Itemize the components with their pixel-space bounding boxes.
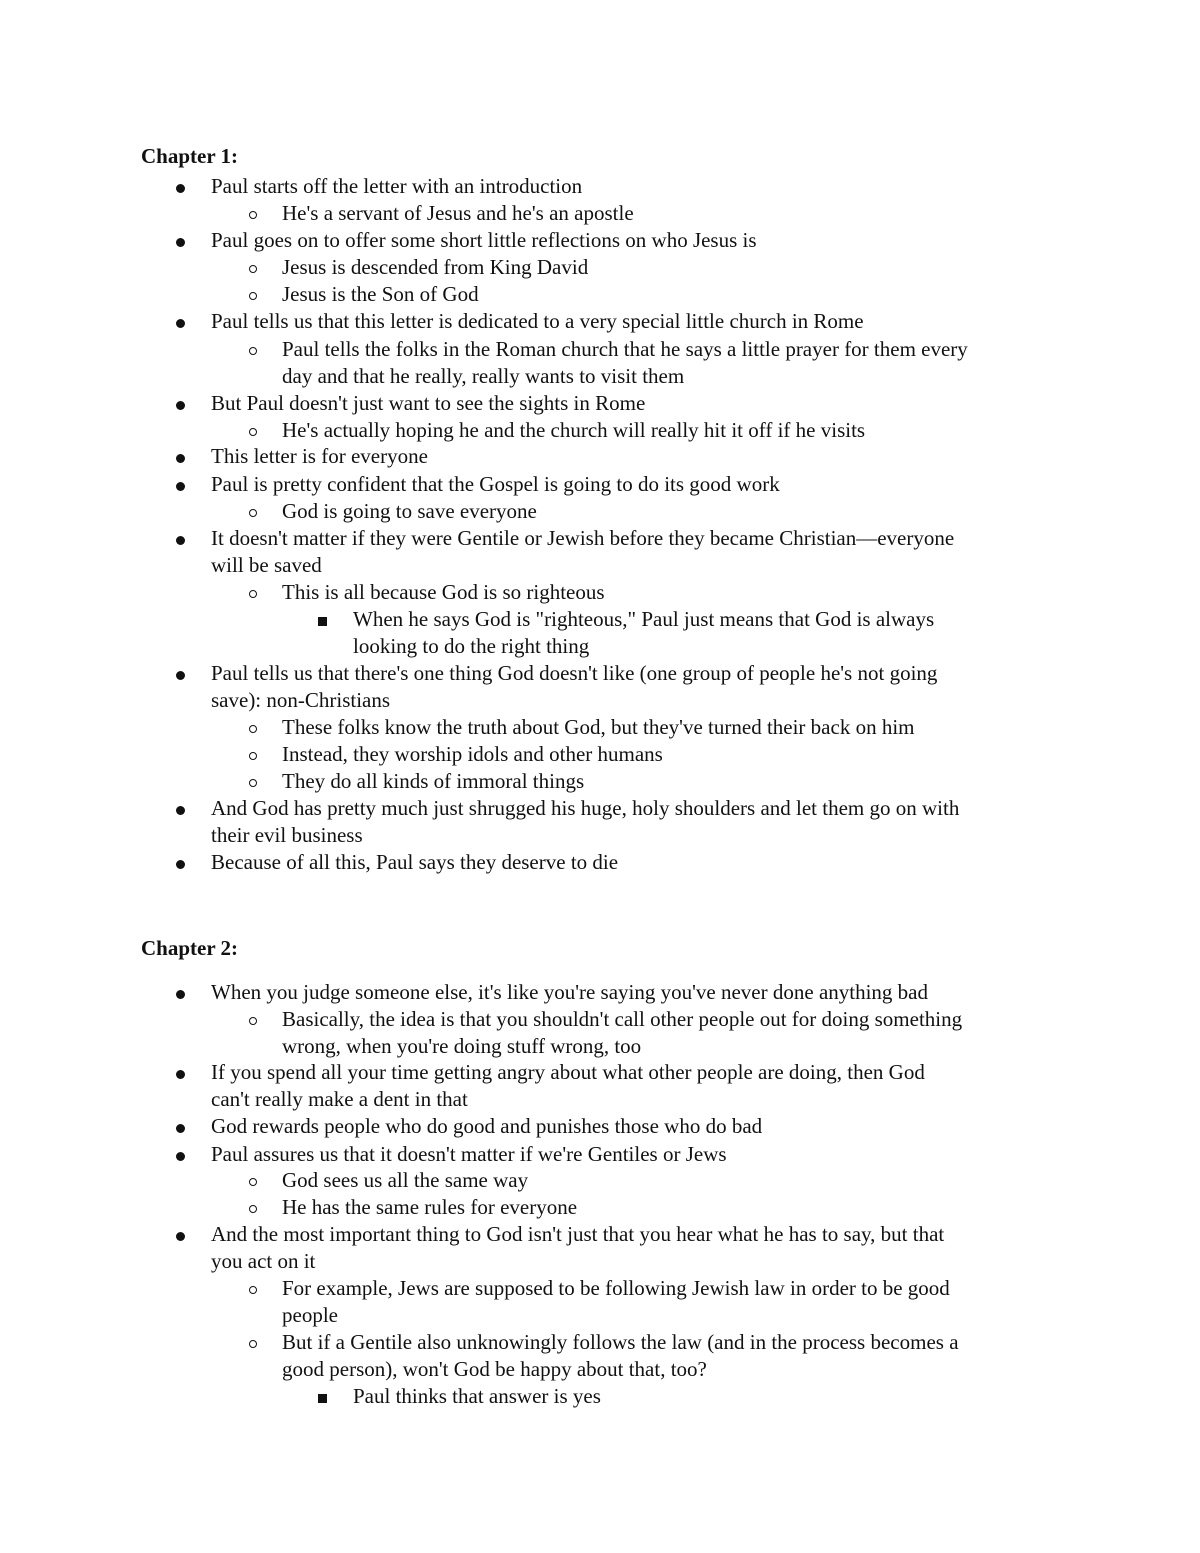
list-item: Basically, the idea is that you shouldn't call other people out for doing something — [282, 1007, 963, 1031]
list-item-continuation: people — [282, 1303, 338, 1327]
list-item: God is going to save everyone — [282, 499, 537, 523]
square-bullet-icon — [318, 1383, 327, 1410]
disc-bullet-icon — [176, 471, 185, 498]
disc-bullet-icon — [176, 660, 185, 687]
list-item: These folks know the truth about God, but they've turned their back on him — [282, 715, 915, 739]
circle-bullet-icon — [249, 768, 257, 795]
list-item-continuation: wrong, when you're doing stuff wrong, too — [282, 1034, 642, 1058]
disc-bullet-icon — [176, 1059, 185, 1086]
disc-bullet-icon — [176, 1141, 185, 1168]
circle-bullet-icon — [249, 1006, 257, 1033]
list-item: Paul is pretty confident that the Gospel is going to do its good work — [211, 472, 780, 496]
list-item: Jesus is the Son of God — [282, 282, 479, 306]
list-item: Paul tells us that this letter is dedicated to a very special little church in Rome — [211, 309, 864, 333]
circle-bullet-icon — [249, 281, 257, 308]
circle-bullet-icon — [249, 254, 257, 281]
list-item-continuation: day and that he really, really wants to visit them — [282, 364, 685, 388]
list-item: For example, Jews are supposed to be following Jewish law in order to be good — [282, 1276, 950, 1300]
list-item: And God has pretty much just shrugged his huge, holy shoulders and let them go on with — [211, 796, 960, 820]
list-item: He's actually hoping he and the church will really hit it off if he visits — [282, 418, 866, 442]
list-item-continuation: good person), won't God be happy about that, too? — [282, 1357, 707, 1381]
chapter-2-heading: Chapter 2: — [141, 936, 239, 960]
list-item-continuation: save): non-Christians — [211, 688, 391, 712]
list-item: It doesn't matter if they were Gentile or Jewish before they became Christian—everyone — [211, 526, 955, 550]
list-item-continuation: their evil business — [211, 823, 363, 847]
list-item: God rewards people who do good and punishes those who do bad — [211, 1114, 763, 1138]
circle-bullet-icon — [249, 579, 257, 606]
circle-bullet-icon — [249, 1167, 257, 1194]
disc-bullet-icon — [176, 849, 185, 876]
circle-bullet-icon — [249, 336, 257, 363]
circle-bullet-icon — [249, 741, 257, 768]
circle-bullet-icon — [249, 1194, 257, 1221]
list-item: Instead, they worship idols and other humans — [282, 742, 663, 766]
list-item: Paul tells us that there's one thing God doesn't like (one group of people he's not going — [211, 661, 938, 685]
list-item: He has the same rules for everyone — [282, 1195, 578, 1219]
circle-bullet-icon — [249, 714, 257, 741]
disc-bullet-icon — [176, 1221, 185, 1248]
list-item-continuation: looking to do the right thing — [353, 634, 590, 658]
list-item: But if a Gentile also unknowingly follows the law (and in the process becomes a — [282, 1330, 959, 1354]
list-item-continuation: you act on it — [211, 1249, 316, 1273]
circle-bullet-icon — [249, 1329, 257, 1356]
disc-bullet-icon — [176, 979, 185, 1006]
square-bullet-icon — [318, 606, 327, 633]
list-item: Jesus is descended from King David — [282, 255, 589, 279]
list-item: Because of all this, Paul says they deserve to die — [211, 850, 619, 874]
circle-bullet-icon — [249, 200, 257, 227]
list-item: Paul tells the folks in the Roman church that he says a little prayer for them every — [282, 337, 968, 361]
chapter-1-heading: Chapter 1: — [141, 144, 239, 168]
circle-bullet-icon — [249, 417, 257, 444]
list-item: This letter is for everyone — [211, 444, 428, 468]
circle-bullet-icon — [249, 1275, 257, 1302]
disc-bullet-icon — [176, 795, 185, 822]
disc-bullet-icon — [176, 173, 185, 200]
list-item: God sees us all the same way — [282, 1168, 529, 1192]
disc-bullet-icon — [176, 308, 185, 335]
list-item: This is all because God is so righteous — [282, 580, 605, 604]
list-item: Paul starts off the letter with an introduction — [211, 174, 583, 198]
list-item: Paul goes on to offer some short little reflections on who Jesus is — [211, 228, 757, 252]
list-item: He's a servant of Jesus and he's an apostle — [282, 201, 634, 225]
list-item: But Paul doesn't just want to see the sights in Rome — [211, 391, 646, 415]
list-item-continuation: will be saved — [211, 553, 322, 577]
list-item: When he says God is "righteous," Paul just means that God is always — [353, 607, 935, 631]
list-item-continuation: can't really make a dent in that — [211, 1087, 468, 1111]
disc-bullet-icon — [176, 443, 185, 470]
disc-bullet-icon — [176, 525, 185, 552]
circle-bullet-icon — [249, 498, 257, 525]
list-item: Paul thinks that answer is yes — [353, 1384, 601, 1408]
list-item: And the most important thing to God isn't just that you hear what he has to say, but that — [211, 1222, 945, 1246]
list-item: When you judge someone else, it's like you're saying you've never done anything bad — [211, 980, 929, 1004]
list-item: They do all kinds of immoral things — [282, 769, 585, 793]
list-item: If you spend all your time getting angry about what other people are doing, then God — [211, 1060, 925, 1084]
disc-bullet-icon — [176, 390, 185, 417]
list-item: Paul assures us that it doesn't matter if we're Gentiles or Jews — [211, 1142, 727, 1166]
disc-bullet-icon — [176, 227, 185, 254]
disc-bullet-icon — [176, 1113, 185, 1140]
